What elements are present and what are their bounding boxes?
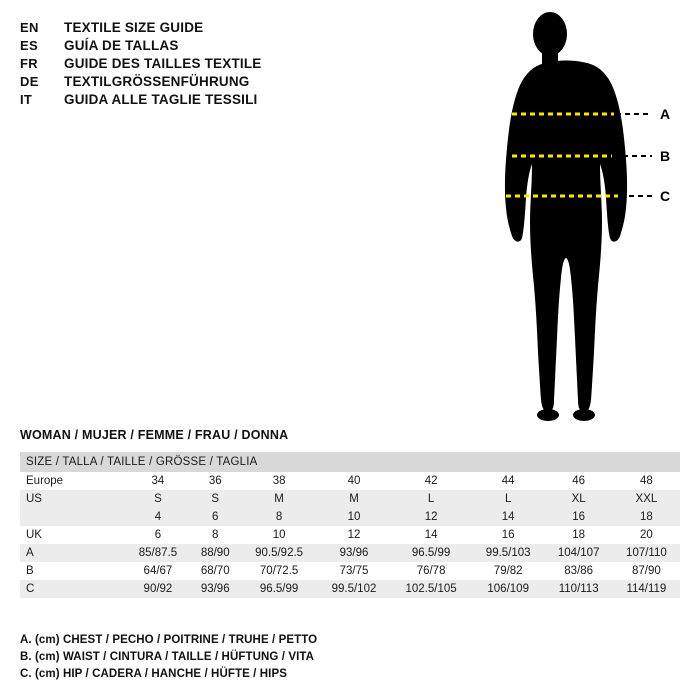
table-cell: 34 [151,475,165,487]
language-title: GUÍA DE TALLAS [64,38,179,53]
table-cell: 70/72.5 [259,565,299,577]
measurement-figure [454,8,684,428]
measurement-legend [20,632,317,683]
table-cell: 6 [154,529,162,541]
size-table [20,452,680,598]
table-cell: 73/75 [339,565,369,577]
table-cell: 90/92 [143,583,173,595]
table-cell: 18 [640,511,653,523]
table-cell: 114/119 [626,583,667,595]
table-cell: 93/96 [200,583,230,595]
legend-line: A. (cm) CHEST / PECHO / POITRINE / TRUHE / PETTO [20,634,318,646]
table-cell: 96.5/99 [259,583,299,595]
table-cell: 102.5/105 [405,583,457,595]
table-row [20,526,680,544]
table-row [20,472,680,490]
table-cell: 64/67 [143,565,173,577]
language-code: EN [20,20,39,35]
table-cell: 90.5/92.5 [255,547,304,559]
language-code: DE [20,74,39,89]
table-cell: 106/109 [487,583,529,595]
table-cell: 88/90 [200,547,230,559]
row-label: A [26,547,34,559]
table-cell: 87/90 [632,565,661,577]
table-cell: 96.5/99 [411,547,451,559]
table-cell: 107/110 [626,547,667,559]
marker-label-a: A [660,106,671,122]
language-row [20,74,460,89]
table-cell: 8 [275,511,283,523]
marker-label-b: B [660,148,671,164]
table-row [20,490,680,508]
table-cell: 10 [272,529,286,541]
table-cell: 44 [501,475,515,487]
table-cell: 76/78 [416,565,446,577]
table-cell: M [349,493,359,505]
table-cell: 93/96 [339,547,369,559]
legend-line: C. (cm) HIP / CADERA / HANCHE / HÜFTE / HIPS [20,668,288,680]
table-row [20,544,680,562]
table-cell: 48 [640,475,653,487]
table-cell: 8 [212,529,219,541]
table-cell: 104/107 [557,547,600,559]
table-cell: 10 [347,511,361,523]
table-cell: 46 [572,475,586,487]
language-row [20,38,460,53]
table-cell: 38 [272,475,286,487]
woman-section-label: WOMAN / MUJER / FEMME / FRAU / DONNA [20,428,289,442]
table-cell: 99.5/102 [331,583,377,595]
row-label: B [26,565,34,577]
table-cell: 6 [212,511,219,523]
table-cell: 14 [501,511,515,523]
table-cell: 12 [347,529,361,541]
table-cell: L [504,493,512,505]
table-cell: 16 [501,529,515,541]
table-cell: XXL [635,493,658,505]
table-row [20,580,680,598]
table-cell: 36 [208,475,222,487]
language-row [20,56,460,71]
table-cell: 99.5/103 [485,547,531,559]
language-title: TEXTILGRÖSSENFÜHRUNG [64,74,250,89]
table-cell: 18 [572,529,586,541]
table-cell: 83/86 [564,565,594,577]
table-cell: M [274,493,284,505]
table-header-row [20,452,680,472]
language-title: TEXTILE SIZE GUIDE [64,20,204,35]
table-cell: 68/70 [200,565,230,577]
table-cell: 14 [424,529,438,541]
legend-line: B. (cm) WAIST / CINTURA / TAILLE / HÜFTUNG / VITA [20,651,315,663]
row-label: C [26,583,35,595]
language-code: FR [20,56,38,71]
table-cell: 20 [640,529,653,541]
table-header-label: SIZE / TALLA / TAILLE / GRÖSSE / TAGLIA [26,456,258,468]
row-label [20,508,126,526]
table-row [20,562,680,580]
table-cell: L [427,493,435,505]
table-cell: 79/82 [493,565,523,577]
table-row [20,508,680,526]
table-cell: S [154,493,162,505]
table-cell: 4 [154,511,162,523]
table-cell: S [211,493,220,505]
language-code: ES [20,38,38,53]
table-cell: 42 [424,475,438,487]
table-cell: 12 [424,511,438,523]
language-row [20,20,460,35]
row-label: UK [26,529,42,541]
language-title: GUIDA ALLE TAGLIE TESSILI [64,92,258,107]
table-cell: 16 [572,511,586,523]
marker-label-c: C [660,188,671,204]
language-title: GUIDE DES TAILLES TEXTILE [64,56,262,71]
table-cell: XL [571,493,586,505]
language-title-block [20,20,460,110]
row-label: Europe [26,475,64,487]
female-silhouette-icon [505,12,627,421]
language-code: IT [20,92,33,107]
row-label: US [26,493,42,505]
table-cell: 85/87.5 [138,547,178,559]
table-cell: 110/113 [558,583,599,595]
language-row [20,92,460,107]
table-cell: 40 [347,475,361,487]
